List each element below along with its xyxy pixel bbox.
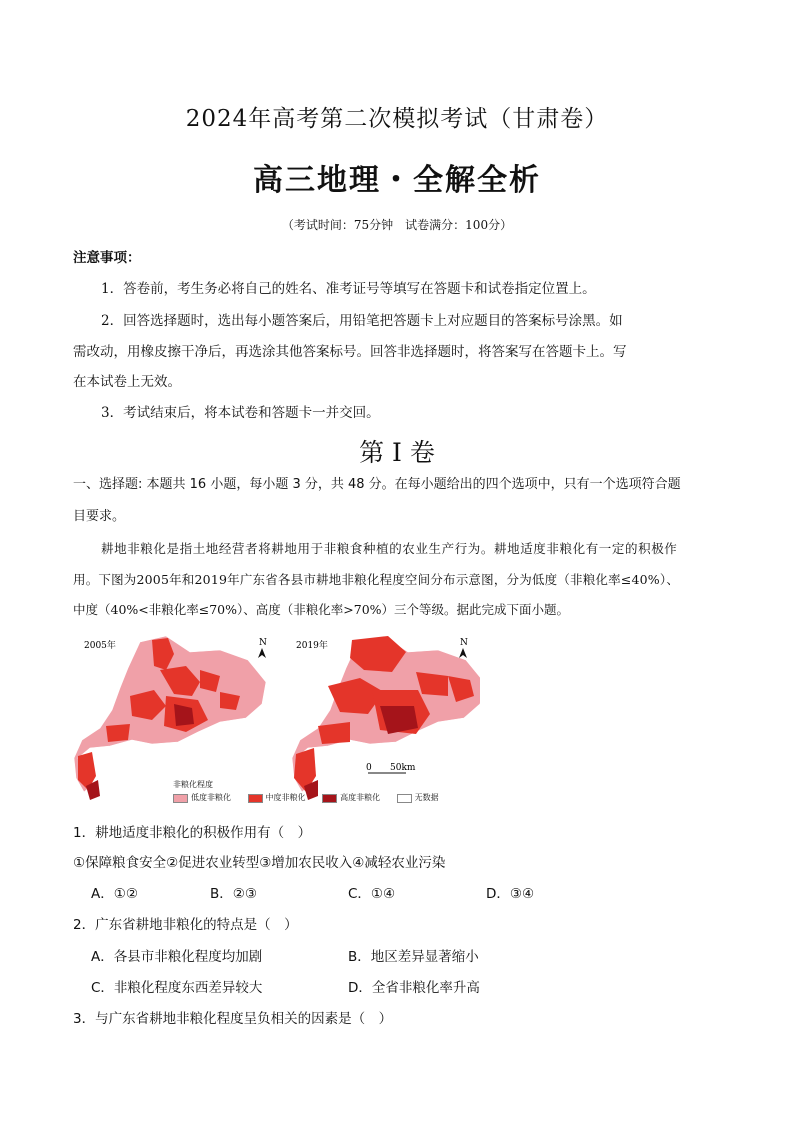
section-instruction-line2: 目要求。 <box>73 509 126 524</box>
question-2-option-c[interactable]: C．非粮化程度东西差异较大 <box>91 980 263 996</box>
scale-label: 50km <box>390 763 416 773</box>
legend-item-low <box>173 793 231 802</box>
legend-swatch-low <box>173 794 188 803</box>
exam-subtitle: 高三地理・全解全析 <box>253 163 541 198</box>
section-title: 第 I 卷 <box>359 438 435 467</box>
north-arrow-icon <box>459 648 467 658</box>
passage-line3: 中度（40%<非粮化率≤70%）、高度（非粮化率>70%）三个等级。据此完成下面小题。 <box>73 602 570 617</box>
legend-label-high: 高度非粮化 <box>340 793 381 802</box>
question-1-option-b[interactable]: B．②③ <box>210 886 257 902</box>
question-1-statements: ①保障粮食安全②促进农业转型③增加农民收入④减轻农业污染 <box>73 855 446 871</box>
question-1-stem: 1．耕地适度非粮化的积极作用有（ ） <box>73 825 312 841</box>
legend-label-medium: 中度非粮化 <box>265 793 306 802</box>
question-2-option-d[interactable]: D．全省非粮化率升高 <box>348 980 480 996</box>
map-2005 <box>74 636 267 800</box>
question-3-stem: 3．与广东省耕地非粮化程度呈负相关的因素是（ ） <box>73 1011 393 1027</box>
notice-heading: 注意事项： <box>73 250 141 266</box>
passage-line2: 用。下图为2005年和2019年广东省各县市耕地非粮化程度空间分布示意图，分为低度（非粮化率≤40%）、 <box>73 572 680 587</box>
question-2-stem: 2．广东省耕地非粮化的特点是（ ） <box>73 917 298 933</box>
legend-swatch-medium <box>248 794 263 803</box>
legend <box>173 792 439 803</box>
map-2005-year-label: 2005年 <box>84 641 116 651</box>
map-svg <box>70 630 480 805</box>
legend-swatch-nodata <box>397 794 412 803</box>
map-2019-north-label: N <box>460 638 468 648</box>
notice-item-1: 1．答卷前，考生务必将自己的姓名、准考证号等填写在答题卡和试卷指定位置上。 <box>101 281 596 297</box>
legend-label-low: 低度非粮化 <box>191 793 231 802</box>
scale-zero: 0 <box>366 763 372 773</box>
legend-item-high <box>322 793 380 802</box>
question-1-option-d[interactable]: D．③④ <box>486 886 535 902</box>
exam-title: 2024年高考第二次模拟考试（甘肃卷） <box>185 106 609 132</box>
map-2019-year-label: 2019年 <box>296 641 328 651</box>
notice-item-2-line2: 需改动，用橡皮擦干净后，再选涂其他答案标号。回答非选择题时，将答案写在答题卡上。写 <box>73 344 627 360</box>
legend-item-medium <box>248 793 306 802</box>
map-figure <box>70 630 480 805</box>
passage-line1: 耕地非粮化是指土地经营者将耕地用于非粮食种植的农业生产行为。耕地适度非粮化有一定的积极作 <box>101 541 678 556</box>
map-2005-north-label: N <box>259 638 267 648</box>
question-1-option-a[interactable]: A．①② <box>91 886 138 902</box>
legend-title: 非粮化程度 <box>173 780 213 789</box>
notice-item-2-line1: 2．回答选择题时，选出每小题答案后，用铅笔把答题卡上对应题目的答案标号涂黑。如 <box>101 313 623 329</box>
notice-item-2-line3: 在本试卷上无效。 <box>73 374 181 390</box>
legend-label-nodata: 无数据 <box>414 793 439 802</box>
notice-item-3: 3．考试结束后，将本试卷和答题卡一并交回。 <box>101 405 380 421</box>
legend-swatch-high <box>322 794 337 803</box>
exam-info: （考试时间：75分钟 试卷满分：100分） <box>281 218 513 232</box>
question-2-option-b[interactable]: B．地区差异显著缩小 <box>348 949 479 965</box>
legend-item-nodata <box>397 793 439 802</box>
section-instruction-line1: 一、选择题: 本题共 16 小题，每小题 3 分，共 48 分。在每小题给出的四个选项中，只有一个选项符合题 <box>73 477 681 492</box>
question-2-option-a[interactable]: A．各县市非粮化程度均加剧 <box>91 949 263 965</box>
map-2019 <box>292 636 480 800</box>
north-arrow-icon <box>258 648 266 658</box>
question-1-option-c[interactable]: C．①④ <box>348 886 396 902</box>
